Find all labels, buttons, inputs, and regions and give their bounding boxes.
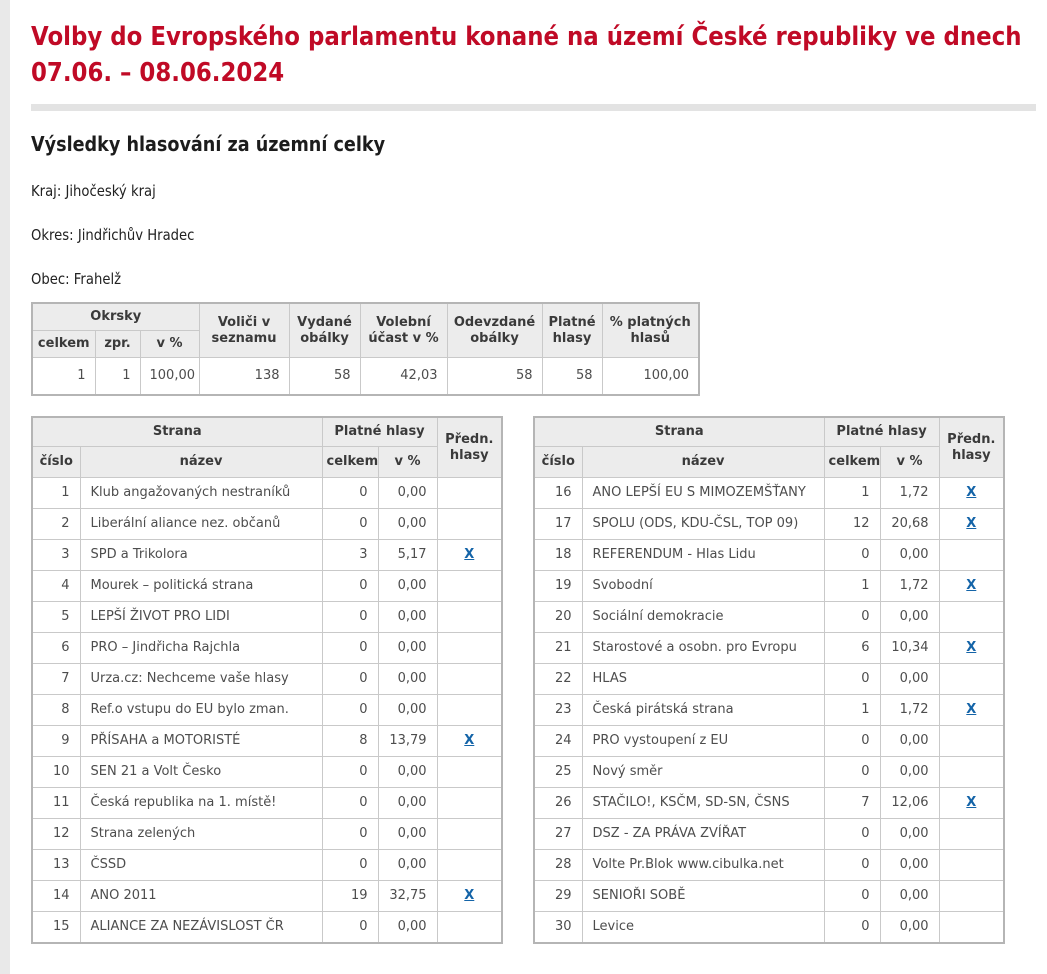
party-name: Sociální demokracie (582, 602, 824, 633)
summary-header-vpct: v % (140, 331, 199, 358)
party-votes-total: 1 (824, 695, 880, 726)
geo-line-okres (31, 226, 1036, 244)
obec-label: Obec: (31, 270, 70, 288)
party-name: STAČILO!, KSČM, SD-SN, ČSNS (582, 788, 824, 819)
party-row (534, 602, 1004, 633)
party-name: Volte Pr.Blok www.cibulka.net (582, 850, 824, 881)
kraj-value: Jihočeský kraj (65, 182, 156, 200)
results-subtitle: Výsledky hlasování za územní celky (31, 132, 386, 156)
party-votes-total: 19 (322, 881, 378, 912)
party-row (32, 819, 502, 850)
summary-platne: 58 (542, 358, 602, 396)
party-pref-cell (939, 478, 1004, 509)
party-number: 25 (534, 757, 582, 788)
party-votes-pct: 1,72 (880, 695, 939, 726)
party-name: Strana zelených (80, 819, 322, 850)
summary-row (32, 358, 699, 396)
geo-line-obec (31, 270, 1036, 288)
page-title (31, 19, 1036, 91)
party-votes-total: 3 (322, 540, 378, 571)
party-votes-pct: 0,00 (880, 819, 939, 850)
party-pref-cell (437, 478, 502, 509)
party-row (534, 881, 1004, 912)
party-votes-total: 0 (322, 757, 378, 788)
summary-header-platne: Platné hlasy (542, 303, 602, 358)
party-header-vpct: v % (880, 447, 939, 478)
party-row (32, 664, 502, 695)
summary-header-vydane: Vydané obálky (289, 303, 360, 358)
party-votes-total: 0 (322, 478, 378, 509)
party-number: 14 (32, 881, 80, 912)
party-votes-pct: 0,00 (880, 726, 939, 757)
party-header-nazev: název (80, 447, 322, 478)
party-votes-pct: 0,00 (880, 850, 939, 881)
page-title-line1: Volby do Evropského parlamentu konané na území České republiky ve dnech (31, 22, 1022, 52)
party-header-platne-hlasy: Platné hlasy (824, 417, 939, 447)
party-number: 29 (534, 881, 582, 912)
party-number: 18 (534, 540, 582, 571)
party-pref-cell (939, 664, 1004, 695)
summary-header-zpr: zpr. (95, 331, 140, 358)
party-votes-total: 0 (322, 571, 378, 602)
party-table-right (533, 416, 1005, 944)
party-pref-cell (939, 881, 1004, 912)
summary-pct-platnych: 100,00 (602, 358, 699, 396)
party-row (32, 788, 502, 819)
party-name: ČSSD (80, 850, 322, 881)
party-pref-cell (939, 850, 1004, 881)
party-row (534, 850, 1004, 881)
party-pref-cell (437, 757, 502, 788)
party-votes-total: 8 (322, 726, 378, 757)
page-content (31, 0, 1036, 944)
party-name: Ref.o vstupu do EU bylo zman. (80, 695, 322, 726)
party-name: Svobodní (582, 571, 824, 602)
party-pref-cell (939, 509, 1004, 540)
party-row (534, 571, 1004, 602)
pref-votes-link[interactable]: X (966, 795, 977, 810)
party-pref-cell (939, 633, 1004, 664)
party-header-celkem: celkem (322, 447, 378, 478)
party-name: ANO 2011 (80, 881, 322, 912)
pref-votes-link[interactable]: X (966, 702, 977, 717)
party-number: 8 (32, 695, 80, 726)
party-votes-total: 0 (824, 819, 880, 850)
party-pref-cell (437, 540, 502, 571)
party-name: SPOLU (ODS, KDU-ČSL, TOP 09) (582, 509, 824, 540)
party-header-strana: Strana (534, 417, 824, 447)
party-number: 5 (32, 602, 80, 633)
party-votes-total: 0 (322, 509, 378, 540)
party-votes-pct: 0,00 (378, 850, 437, 881)
party-row (534, 912, 1004, 944)
pref-votes-link[interactable]: X (464, 733, 475, 748)
party-row (534, 633, 1004, 664)
pref-votes-link[interactable]: X (966, 578, 977, 593)
party-number: 23 (534, 695, 582, 726)
party-number: 12 (32, 819, 80, 850)
party-number: 1 (32, 478, 80, 509)
summary-vydane: 58 (289, 358, 360, 396)
party-pref-cell (437, 726, 502, 757)
party-name: PŘÍSAHA a MOTORISTÉ (80, 726, 322, 757)
party-row (534, 478, 1004, 509)
party-number: 9 (32, 726, 80, 757)
party-pref-cell (437, 695, 502, 726)
party-name: Levice (582, 912, 824, 944)
party-votes-total: 0 (322, 695, 378, 726)
party-votes-pct: 13,79 (378, 726, 437, 757)
party-row (534, 509, 1004, 540)
pref-votes-link[interactable]: X (966, 640, 977, 655)
party-name: SPD a Trikolora (80, 540, 322, 571)
party-votes-total: 0 (322, 664, 378, 695)
party-name: Česká pirátská strana (582, 695, 824, 726)
party-votes-total: 0 (824, 850, 880, 881)
party-pref-cell (939, 571, 1004, 602)
party-header-strana: Strana (32, 417, 322, 447)
page-title-line2: 07.06. – 08.06.2024 (31, 58, 285, 88)
party-row (32, 850, 502, 881)
okres-label: Okres: (31, 226, 74, 244)
party-header-platne-hlasy: Platné hlasy (322, 417, 437, 447)
party-number: 21 (534, 633, 582, 664)
party-number: 13 (32, 850, 80, 881)
geo-line-kraj (31, 182, 1036, 200)
party-pref-cell (437, 633, 502, 664)
party-votes-total: 0 (824, 664, 880, 695)
party-votes-total: 0 (322, 850, 378, 881)
party-votes-total: 0 (824, 726, 880, 757)
summary-table (31, 302, 700, 396)
kraj-label: Kraj: (31, 182, 62, 200)
party-number: 2 (32, 509, 80, 540)
party-votes-pct: 0,00 (378, 602, 437, 633)
party-number: 24 (534, 726, 582, 757)
pref-votes-link[interactable]: X (464, 888, 475, 903)
summary-odevzdane: 58 (447, 358, 542, 396)
party-votes-pct: 0,00 (880, 602, 939, 633)
party-name: Klub angažovaných nestraníků (80, 478, 322, 509)
obec-value: Frahelž (73, 270, 122, 288)
party-name: Mourek – politická strana (80, 571, 322, 602)
party-votes-total: 0 (322, 633, 378, 664)
party-header-vpct: v % (378, 447, 437, 478)
party-votes-pct: 0,00 (378, 478, 437, 509)
party-number: 26 (534, 788, 582, 819)
party-votes-total: 0 (824, 881, 880, 912)
party-row (32, 726, 502, 757)
party-pref-cell (939, 819, 1004, 850)
party-pref-cell (437, 850, 502, 881)
party-name: SEN 21 a Volt Česko (80, 757, 322, 788)
party-name: Urza.cz: Nechceme vaše hlasy (80, 664, 322, 695)
party-header-predn-hlasy: Předn. hlasy (437, 417, 502, 478)
party-row (32, 912, 502, 944)
party-votes-pct: 0,00 (378, 571, 437, 602)
party-row (32, 509, 502, 540)
party-votes-pct: 5,17 (378, 540, 437, 571)
party-number: 30 (534, 912, 582, 944)
party-number: 19 (534, 571, 582, 602)
pref-votes-link[interactable]: X (966, 516, 977, 531)
party-pref-cell (437, 571, 502, 602)
party-votes-total: 0 (322, 819, 378, 850)
party-votes-total: 1 (824, 478, 880, 509)
party-number: 11 (32, 788, 80, 819)
summary-header-celkem: celkem (32, 331, 95, 358)
party-pref-cell (939, 912, 1004, 944)
summary-header-volici: Voliči v seznamu (199, 303, 289, 358)
party-name: PRO – Jindřicha Rajchla (80, 633, 322, 664)
party-votes-pct: 10,34 (880, 633, 939, 664)
party-pref-cell (437, 509, 502, 540)
party-votes-pct: 1,72 (880, 478, 939, 509)
party-row (32, 757, 502, 788)
party-row (534, 664, 1004, 695)
party-row (32, 881, 502, 912)
party-votes-pct: 12,06 (880, 788, 939, 819)
party-votes-pct: 0,00 (378, 819, 437, 850)
party-header-celkem: celkem (824, 447, 880, 478)
party-row (534, 695, 1004, 726)
party-votes-total: 0 (824, 757, 880, 788)
page-left-margin-strip (0, 0, 10, 974)
party-name: REFERENDUM - Hlas Lidu (582, 540, 824, 571)
party-row (534, 726, 1004, 757)
party-header-cislo: číslo (534, 447, 582, 478)
title-divider (31, 104, 1036, 111)
party-name: Česká republika na 1. místě! (80, 788, 322, 819)
party-row (32, 478, 502, 509)
party-row (534, 788, 1004, 819)
party-votes-pct: 20,68 (880, 509, 939, 540)
party-name: ANO LEPŠÍ EU S MIMOZEMŠŤANY (582, 478, 824, 509)
party-votes-pct: 0,00 (880, 664, 939, 695)
party-name: ALIANCE ZA NEZÁVISLOST ČR (80, 912, 322, 944)
party-votes-pct: 0,00 (880, 757, 939, 788)
party-votes-pct: 0,00 (378, 695, 437, 726)
party-number: 22 (534, 664, 582, 695)
party-row (534, 757, 1004, 788)
party-number: 10 (32, 757, 80, 788)
party-pref-cell (437, 881, 502, 912)
party-pref-cell (939, 726, 1004, 757)
party-votes-total: 0 (824, 602, 880, 633)
party-row (32, 602, 502, 633)
party-number: 3 (32, 540, 80, 571)
party-votes-pct: 0,00 (880, 881, 939, 912)
party-name: PRO vystoupení z EU (582, 726, 824, 757)
party-votes-pct: 0,00 (880, 912, 939, 944)
party-votes-total: 1 (824, 571, 880, 602)
party-votes-pct: 1,72 (880, 571, 939, 602)
party-votes-pct: 0,00 (378, 912, 437, 944)
party-votes-pct: 0,00 (378, 664, 437, 695)
summary-volici: 138 (199, 358, 289, 396)
party-row (534, 540, 1004, 571)
party-row (32, 540, 502, 571)
party-votes-total: 0 (824, 540, 880, 571)
party-number: 7 (32, 664, 80, 695)
party-votes-total: 0 (322, 912, 378, 944)
party-row (32, 695, 502, 726)
party-pref-cell (939, 757, 1004, 788)
okres-value: Jindřichův Hradec (77, 226, 195, 244)
party-pref-cell (939, 788, 1004, 819)
party-table-left (31, 416, 503, 944)
party-votes-total: 0 (322, 602, 378, 633)
party-name: DSZ - ZA PRÁVA ZVÍŘAT (582, 819, 824, 850)
party-pref-cell (437, 602, 502, 633)
party-pref-cell (939, 540, 1004, 571)
party-number: 28 (534, 850, 582, 881)
party-header-nazev: název (582, 447, 824, 478)
party-pref-cell (437, 819, 502, 850)
party-number: 15 (32, 912, 80, 944)
party-number: 4 (32, 571, 80, 602)
party-pref-cell (437, 788, 502, 819)
party-header-cislo: číslo (32, 447, 80, 478)
party-votes-total: 0 (824, 912, 880, 944)
summary-header-okrsky: Okrsky (32, 303, 199, 331)
party-number: 17 (534, 509, 582, 540)
party-pref-cell (437, 912, 502, 944)
party-name: SENIOŘI SOBĚ (582, 881, 824, 912)
summary-header-ucast: Volební účast v % (360, 303, 447, 358)
pref-votes-link[interactable]: X (464, 547, 475, 562)
summary-okrsky-vpct: 100,00 (140, 358, 199, 396)
party-pref-cell (939, 602, 1004, 633)
party-name: LEPŠÍ ŽIVOT PRO LIDI (80, 602, 322, 633)
party-number: 20 (534, 602, 582, 633)
summary-header-odevzdane: Odevzdané obálky (447, 303, 542, 358)
party-votes-total: 6 (824, 633, 880, 664)
party-tables-row (31, 416, 1036, 944)
party-name: Liberální aliance nez. občanů (80, 509, 322, 540)
party-row (534, 819, 1004, 850)
party-votes-total: 7 (824, 788, 880, 819)
party-name: Nový směr (582, 757, 824, 788)
party-votes-pct: 0,00 (880, 540, 939, 571)
party-votes-pct: 0,00 (378, 757, 437, 788)
party-header-predn-hlasy: Předn. hlasy (939, 417, 1004, 478)
party-pref-cell (939, 695, 1004, 726)
party-number: 16 (534, 478, 582, 509)
party-number: 27 (534, 819, 582, 850)
party-pref-cell (437, 664, 502, 695)
party-name: HLAS (582, 664, 824, 695)
summary-okrsky-celkem: 1 (32, 358, 95, 396)
party-votes-total: 0 (322, 788, 378, 819)
pref-votes-link[interactable]: X (966, 485, 977, 500)
party-name: Starostové a osobn. pro Evropu (582, 633, 824, 664)
party-votes-pct: 0,00 (378, 509, 437, 540)
party-votes-pct: 0,00 (378, 788, 437, 819)
party-row (32, 571, 502, 602)
party-votes-pct: 32,75 (378, 881, 437, 912)
party-votes-total: 12 (824, 509, 880, 540)
summary-header-pct-platnych: % platných hlasů (602, 303, 699, 358)
party-votes-pct: 0,00 (378, 633, 437, 664)
summary-okrsky-zpr: 1 (95, 358, 140, 396)
party-row (32, 633, 502, 664)
summary-ucast: 42,03 (360, 358, 447, 396)
party-number: 6 (32, 633, 80, 664)
